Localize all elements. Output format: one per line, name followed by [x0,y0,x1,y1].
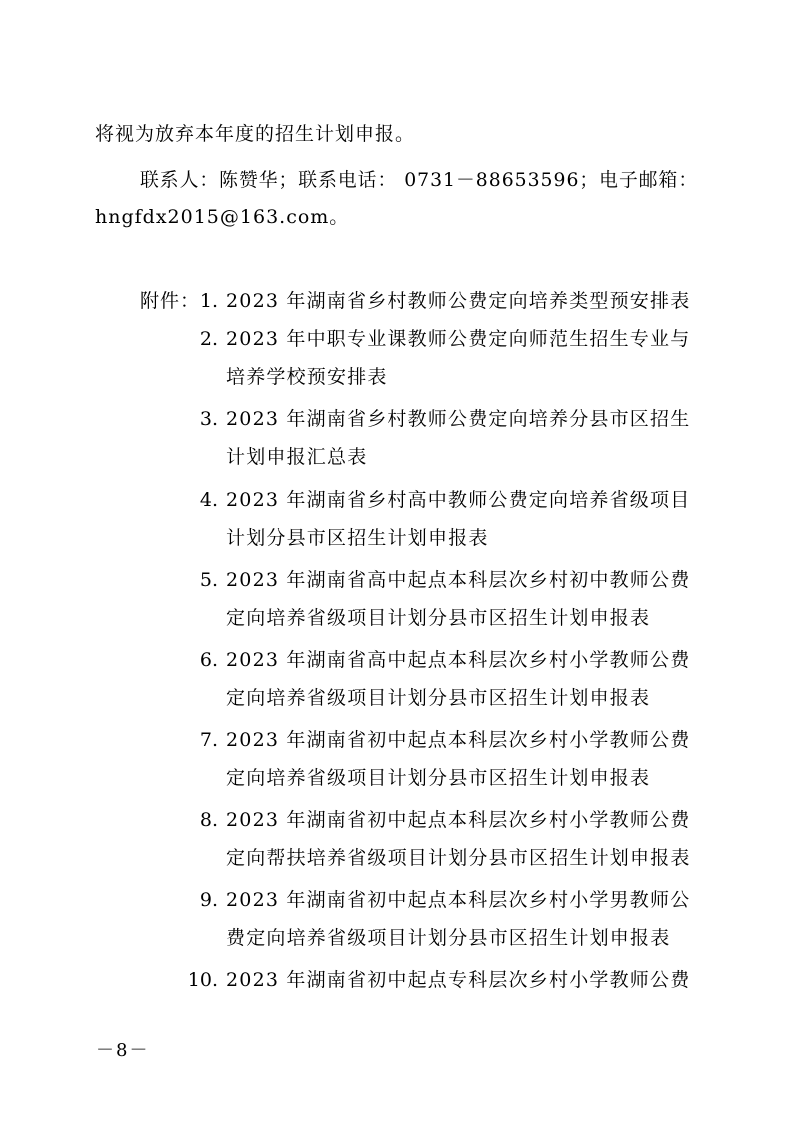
attachment-title-line: 2023 年湖南省初中起点本科层次乡村小学教师公费 [226,729,691,751]
attachment-title-line: 定向培养省级项目计划分县市区招生计划申报表 [226,767,651,789]
attachment-number: 4. [199,489,218,511]
email-line: hngfdx2015@163.com。 [95,206,350,228]
attachment-title-line: 培养学校预安排表 [226,366,388,388]
attachment-title-line: 计划分县市区招生计划申报表 [226,527,489,549]
contact-line: 联系人：陈赞华；联系电话： 0731－88653596；电子邮箱： [140,169,699,191]
attachment-title-line: 2023 年湖南省乡村教师公费定向培养分县市区招生 [226,408,691,430]
attachment-number: 6. [199,649,218,671]
attachment-title-line: 2023 年湖南省初中起点专科层次乡村小学教师公费 [226,969,691,991]
attachment-title-line: 2023 年中职专业课教师公费定向师范生招生专业与 [226,328,691,350]
attachment-number: 7. [199,729,218,751]
attachment-number: 3. [199,408,218,430]
attachment-number: 5. [199,569,218,591]
attachment-number: 8. [199,809,218,831]
attachment-title-line: 2023 年湖南省高中起点本科层次乡村初中教师公费 [226,569,691,591]
attachment-title-line: 费定向培养省级项目计划分县市区招生计划申报表 [226,927,671,949]
attachment-title-line: 2023 年湖南省乡村教师公费定向培养类型预安排表 [226,290,691,312]
attachment-title-line: 计划申报汇总表 [226,446,368,468]
attachment-title-line: 定向培养省级项目计划分县市区招生计划申报表 [226,607,651,629]
attachment-title-line: 2023 年湖南省乡村高中教师公费定向培养省级项目 [226,489,691,511]
attachment-title-line: 定向帮扶培养省级项目计划分县市区招生计划申报表 [226,847,691,869]
attachment-number: 2. [199,328,218,350]
attachment-title-line: 2023 年湖南省高中起点本科层次乡村小学教师公费 [226,649,691,671]
attachment-title-line: 2023 年湖南省初中起点本科层次乡村小学教师公费 [226,809,691,831]
attachments-prefix: 附件： [140,290,201,312]
page-number: －8－ [96,1040,150,1061]
attachment-title-line: 2023 年湖南省初中起点本科层次乡村小学男教师公 [226,889,691,911]
attachment-number: 1. [199,290,218,312]
attachment-title-line: 定向培养省级项目计划分县市区招生计划申报表 [226,687,651,709]
paragraph-line-1: 将视为放弃本年度的招生计划申报。 [95,123,416,145]
attachment-number: 9. [199,889,218,911]
attachment-number: 10. [187,969,218,991]
